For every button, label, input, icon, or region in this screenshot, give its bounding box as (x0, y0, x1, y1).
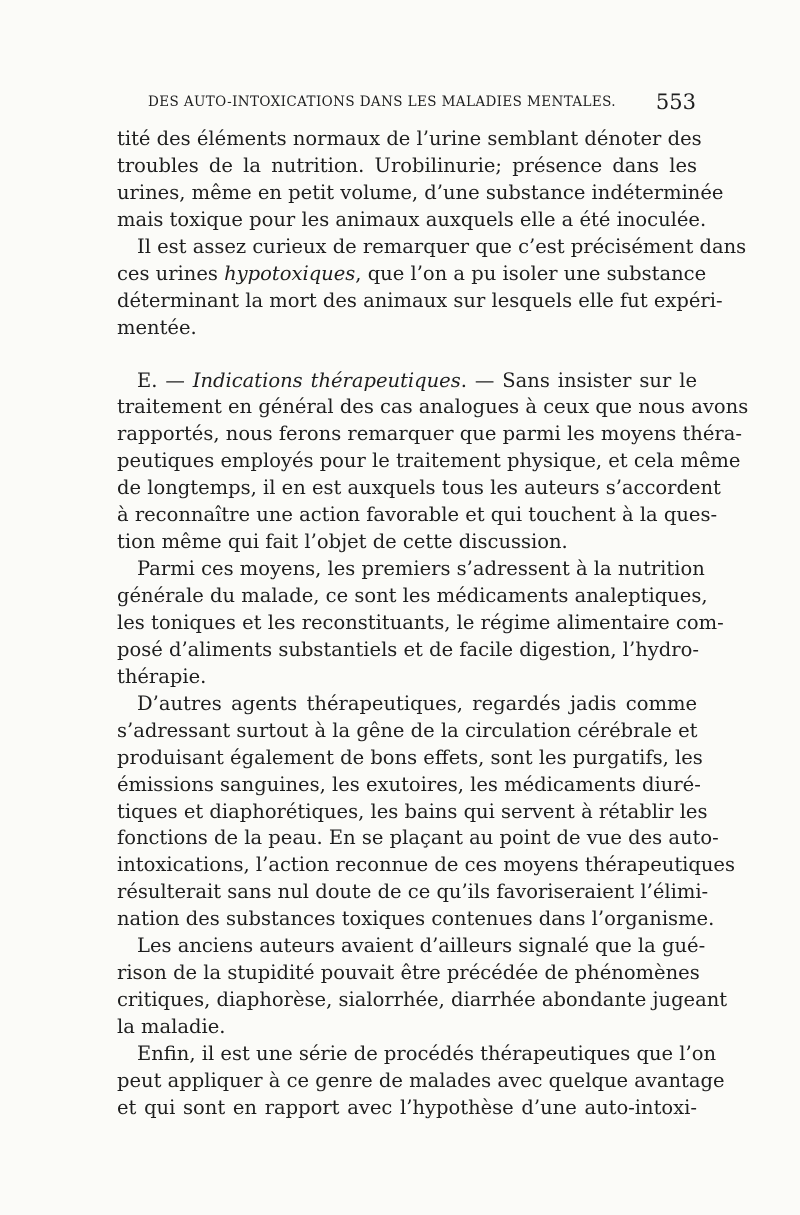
text-line: de longtemps, il en est auxquels tous les auteurs s’accordent (117, 476, 721, 500)
text-line: fonctions de la peau. En se plaçant au point de vue des auto- (117, 826, 719, 850)
text-line: urines, même en petit volume, d’une substance indéterminée (117, 180, 724, 204)
body-text (117, 126, 749, 1122)
text-line: résulterait sans nul doute de ce qu’ils favoriseraient l’élimi- (117, 880, 709, 904)
text-line: D’autres agents thérapeutiques, regardés jadis comme (137, 691, 697, 715)
text-line: rapportés, nous ferons remarquer que parmi les moyens théra- (117, 422, 742, 446)
text-line: s’adressant surtout à la gêne de la circulation cérébrale et (117, 718, 698, 742)
text-line: émissions sanguines, les exutoires, les médicaments diuré- (117, 772, 701, 796)
text-line: produisant également de bons effets, sont les purgatifs, les (117, 745, 703, 769)
text-line: Parmi ces moyens, les premiers s’adressent à la nutrition (137, 557, 705, 581)
text-line: tiques et diaphorétiques, les bains qui servent à rétablir les (117, 799, 708, 823)
text-line: rison de la stupidité pouvait être précédée de phénomènes (117, 961, 700, 985)
text-line: Il est assez curieux de remarquer que c’est précisément dans (137, 234, 747, 258)
text-line: posé d’aliments substantiels et de facile digestion, l’hydro- (117, 637, 699, 661)
section-heading-line (117, 368, 697, 395)
text-line: et qui sont en rapport avec l’hypothèse d’une auto-intoxi- (117, 1095, 697, 1119)
text-line: thérapie. (117, 664, 207, 688)
section-title: Indications thérapeutiques (192, 368, 461, 392)
text-line: mais toxique pour les animaux auxquels elle a été inoculée. (117, 207, 707, 231)
text-line: Les anciens auteurs avaient d’ailleurs signalé que la gué- (137, 934, 706, 958)
text-line: mentée. (117, 315, 197, 339)
text-line: troubles de la nutrition. Urobilinurie; présence dans les (117, 153, 697, 177)
page-header (148, 90, 696, 116)
text-line: nation des substances toxiques contenues dans l’organisme. (117, 907, 715, 931)
section-gap (117, 342, 697, 368)
text-line: tion même qui fait l’objet de cette discussion. (117, 530, 568, 554)
section-label: E. — (137, 368, 193, 392)
text-line: déterminant la mort des animaux sur lesquels elle fut expéri- (117, 288, 723, 312)
text-line: à reconnaître une action favorable et qui touchent à la ques- (117, 503, 718, 527)
text-line: intoxications, l’action reconnue de ces moyens thérapeutiques (117, 853, 735, 877)
page-number: 553 (655, 90, 696, 114)
text-line: Enfin, il est une série de procédés thérapeutiques que l’on (137, 1041, 717, 1065)
text-line: traitement en général des cas analogues à ceux que nous avons (117, 395, 749, 419)
text-run: , que l’on a pu isoler une substance (355, 261, 707, 285)
text-line: la maladie. (117, 1015, 226, 1038)
text-line: peutiques employés pour le traitement physique, et cela même (117, 449, 741, 473)
text-line (117, 261, 707, 288)
text-line: peut appliquer à ce genre de malades avec quelque avantage (117, 1068, 725, 1092)
text-line: générale du malade, ce sont les médicaments analeptiques, (117, 584, 708, 607)
text-line: tité des éléments normaux de l’urine semblant dénoter des (117, 127, 702, 150)
running-head: DES AUTO-INTOXICATIONS DANS LES MALADIES MENTALES. (148, 94, 616, 110)
text-line: critiques, diaphorèse, sialorrhée, diarrhée abondante jugeant (117, 988, 728, 1012)
text-run: ces urines (117, 261, 225, 285)
italic-term: hypotoxiques (224, 261, 356, 285)
text-line: les toniques et les reconstituants, le régime alimentaire com- (117, 610, 724, 634)
text-run: . — Sans insister sur le (460, 368, 697, 392)
